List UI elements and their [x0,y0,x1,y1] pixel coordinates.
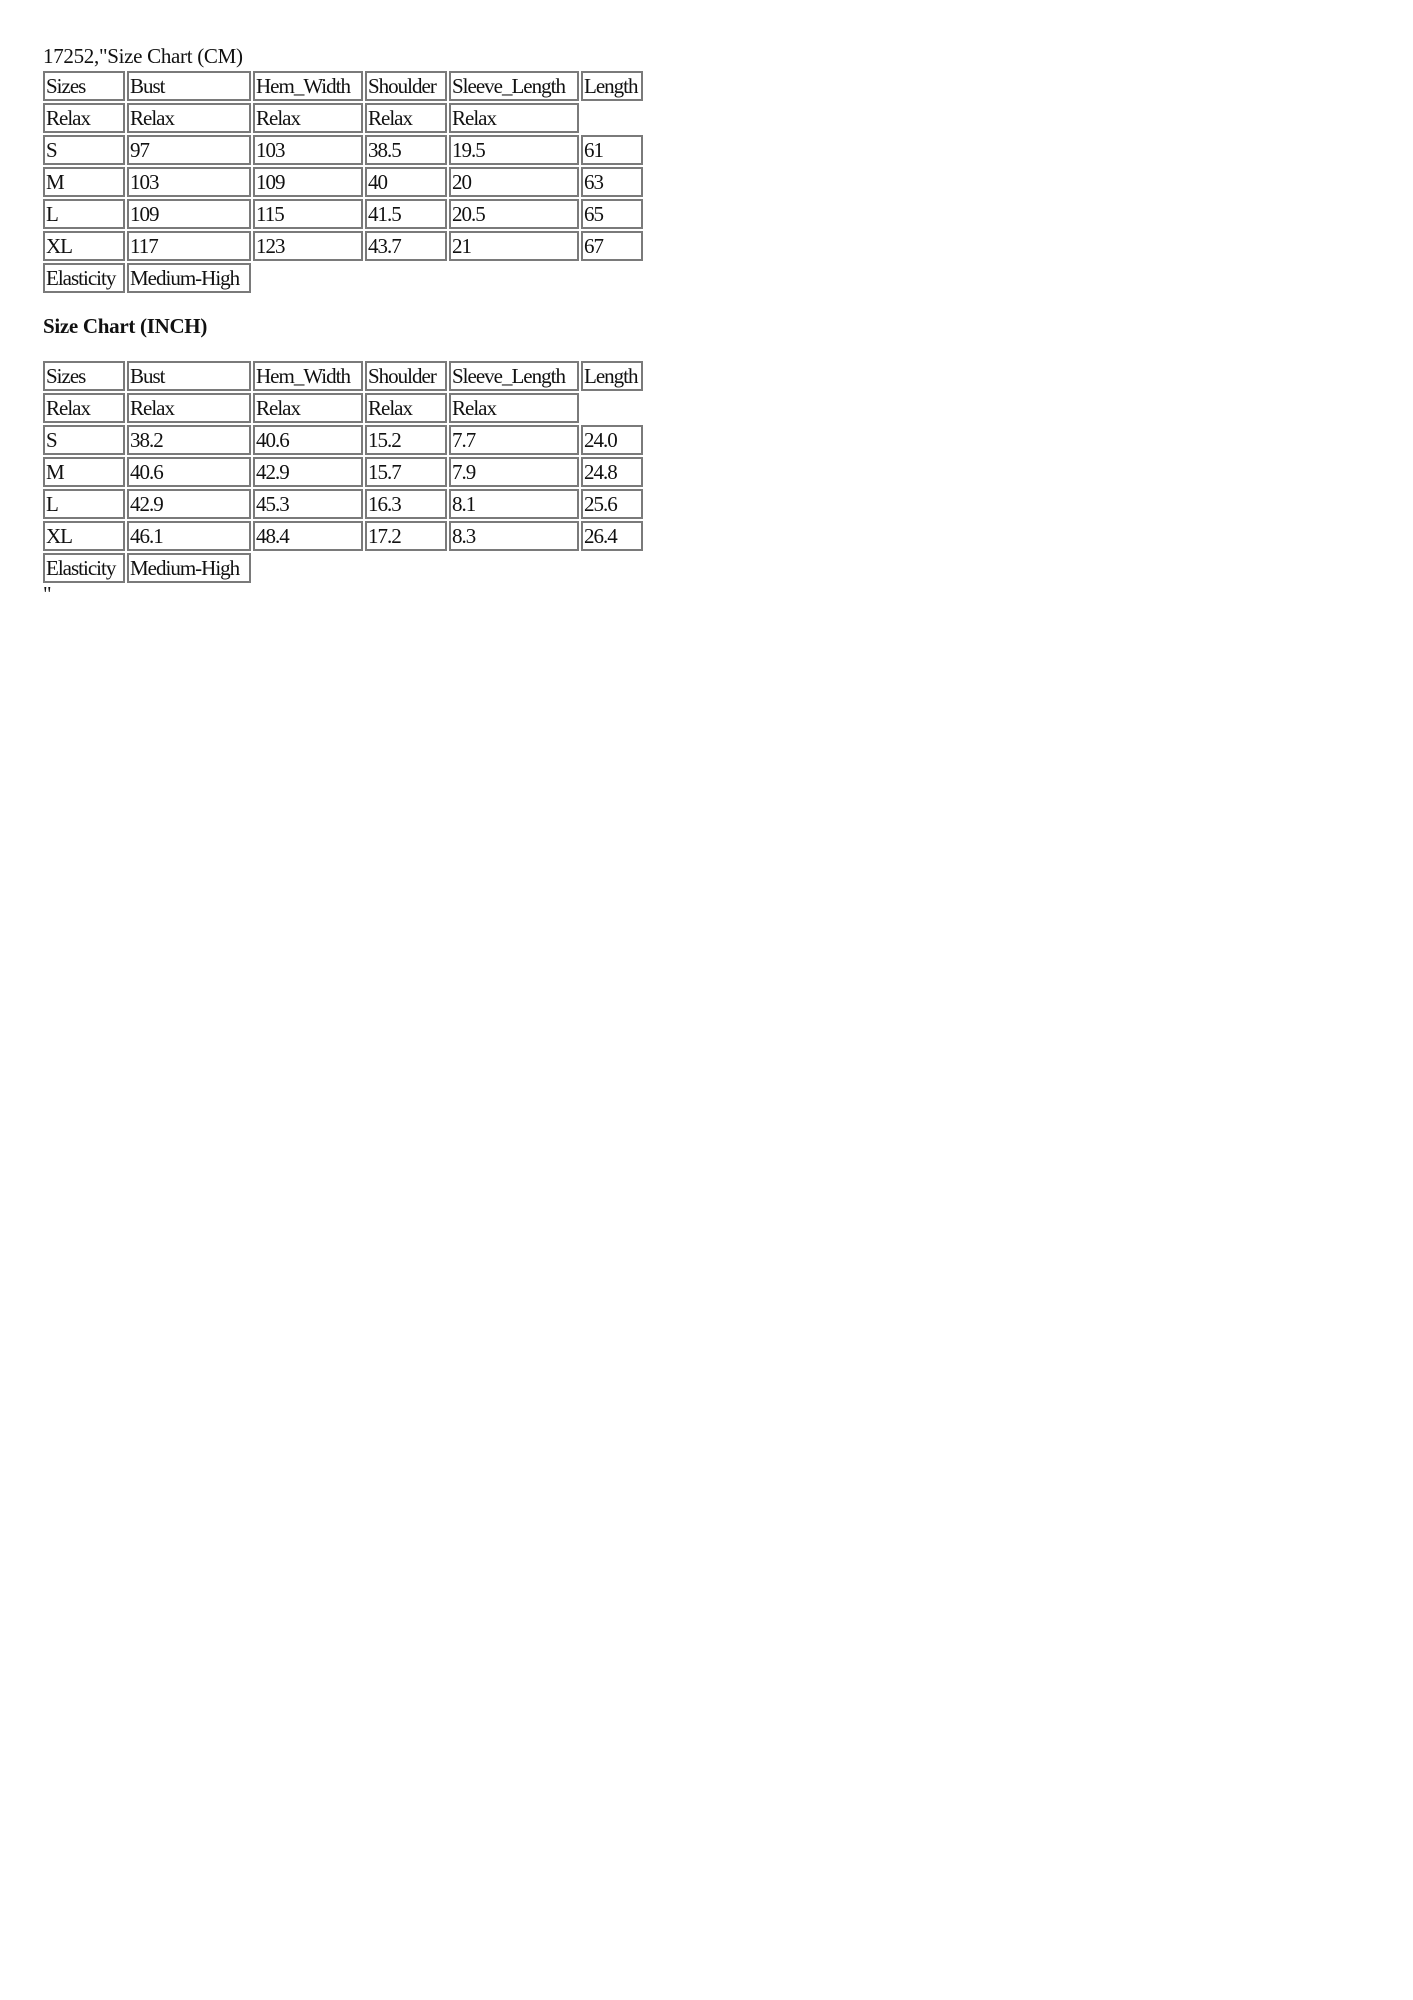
value-cell: 97 [127,135,251,165]
size-cell: S [43,135,125,165]
value-cell: 48.4 [253,521,363,551]
size-cell: M [43,457,125,487]
fit-cell: Relax [449,103,579,133]
table-header-row [43,71,643,101]
value-cell: 38.2 [127,425,251,455]
header-cell-bust: Bust [127,71,251,101]
closing-quote: " [43,582,52,606]
value-cell: 40.6 [127,457,251,487]
fit-cell: Relax [253,393,363,423]
elasticity-label: Elasticity [43,553,125,583]
empty-cell [581,263,643,293]
empty-cell [253,553,363,583]
size-cell: L [43,199,125,229]
fit-cell: Relax [127,103,251,133]
table-row [43,135,643,165]
value-cell: 15.7 [365,457,447,487]
elasticity-label: Elasticity [43,263,125,293]
fit-cell: Relax [43,103,125,133]
value-cell: 103 [253,135,363,165]
header-cell-shoulder: Shoulder [365,361,447,391]
empty-cell [581,393,643,423]
fit-cell: Relax [127,393,251,423]
value-cell: 24.8 [581,457,643,487]
value-cell: 17.2 [365,521,447,551]
size-chart-cm-title: 17252,"Size Chart (CM) [43,44,243,68]
value-cell: 8.1 [449,489,579,519]
value-cell: 117 [127,231,251,261]
value-cell: 61 [581,135,643,165]
header-cell-length: Length [581,361,643,391]
empty-cell [581,553,643,583]
value-cell: 40 [365,167,447,197]
elasticity-row [43,553,643,583]
empty-cell [449,263,579,293]
value-cell: 109 [127,199,251,229]
elasticity-value: Medium-High [127,553,251,583]
header-cell-sleeve-length: Sleeve_Length [449,361,579,391]
value-cell: 67 [581,231,643,261]
empty-cell [365,553,447,583]
value-cell: 42.9 [253,457,363,487]
value-cell: 7.7 [449,425,579,455]
table-row [43,521,643,551]
value-cell: 63 [581,167,643,197]
value-cell: 41.5 [365,199,447,229]
table-row [43,425,643,455]
header-cell-shoulder: Shoulder [365,71,447,101]
size-cell: L [43,489,125,519]
table-row [43,231,643,261]
value-cell: 20.5 [449,199,579,229]
value-cell: 45.3 [253,489,363,519]
value-cell: 24.0 [581,425,643,455]
value-cell: 38.5 [365,135,447,165]
table-row [43,167,643,197]
empty-cell [449,553,579,583]
size-cell: XL [43,231,125,261]
value-cell: 15.2 [365,425,447,455]
size-chart-inch-table [41,359,645,585]
value-cell: 8.3 [449,521,579,551]
value-cell: 25.6 [581,489,643,519]
header-cell-sizes: Sizes [43,71,125,101]
value-cell: 65 [581,199,643,229]
empty-cell [365,263,447,293]
size-cell: XL [43,521,125,551]
value-cell: 46.1 [127,521,251,551]
value-cell: 16.3 [365,489,447,519]
fit-cell: Relax [43,393,125,423]
header-cell-hem-width: Hem_Width [253,71,363,101]
value-cell: 43.7 [365,231,447,261]
header-cell-sleeve-length: Sleeve_Length [449,71,579,101]
header-cell-length: Length [581,71,643,101]
header-cell-sizes: Sizes [43,361,125,391]
elasticity-value: Medium-High [127,263,251,293]
value-cell: 21 [449,231,579,261]
value-cell: 109 [253,167,363,197]
value-cell: 123 [253,231,363,261]
fit-cell: Relax [365,103,447,133]
value-cell: 103 [127,167,251,197]
size-chart-cm-table [41,69,645,295]
fit-cell: Relax [253,103,363,133]
table-row [43,199,643,229]
value-cell: 19.5 [449,135,579,165]
empty-cell [581,103,643,133]
empty-cell [253,263,363,293]
value-cell: 40.6 [253,425,363,455]
fit-cell: Relax [449,393,579,423]
table-row [43,457,643,487]
header-cell-hem-width: Hem_Width [253,361,363,391]
size-cell: S [43,425,125,455]
elasticity-row [43,263,643,293]
document-page [43,43,645,606]
value-cell: 20 [449,167,579,197]
value-cell: 115 [253,199,363,229]
table-header-row [43,361,643,391]
value-cell: 42.9 [127,489,251,519]
value-cell: 26.4 [581,521,643,551]
fit-row [43,393,643,423]
table-row [43,489,643,519]
header-cell-bust: Bust [127,361,251,391]
fit-row [43,103,643,133]
value-cell: 7.9 [449,457,579,487]
fit-cell: Relax [365,393,447,423]
size-cell: M [43,167,125,197]
size-chart-inch-heading: Size Chart (INCH) [43,314,208,338]
